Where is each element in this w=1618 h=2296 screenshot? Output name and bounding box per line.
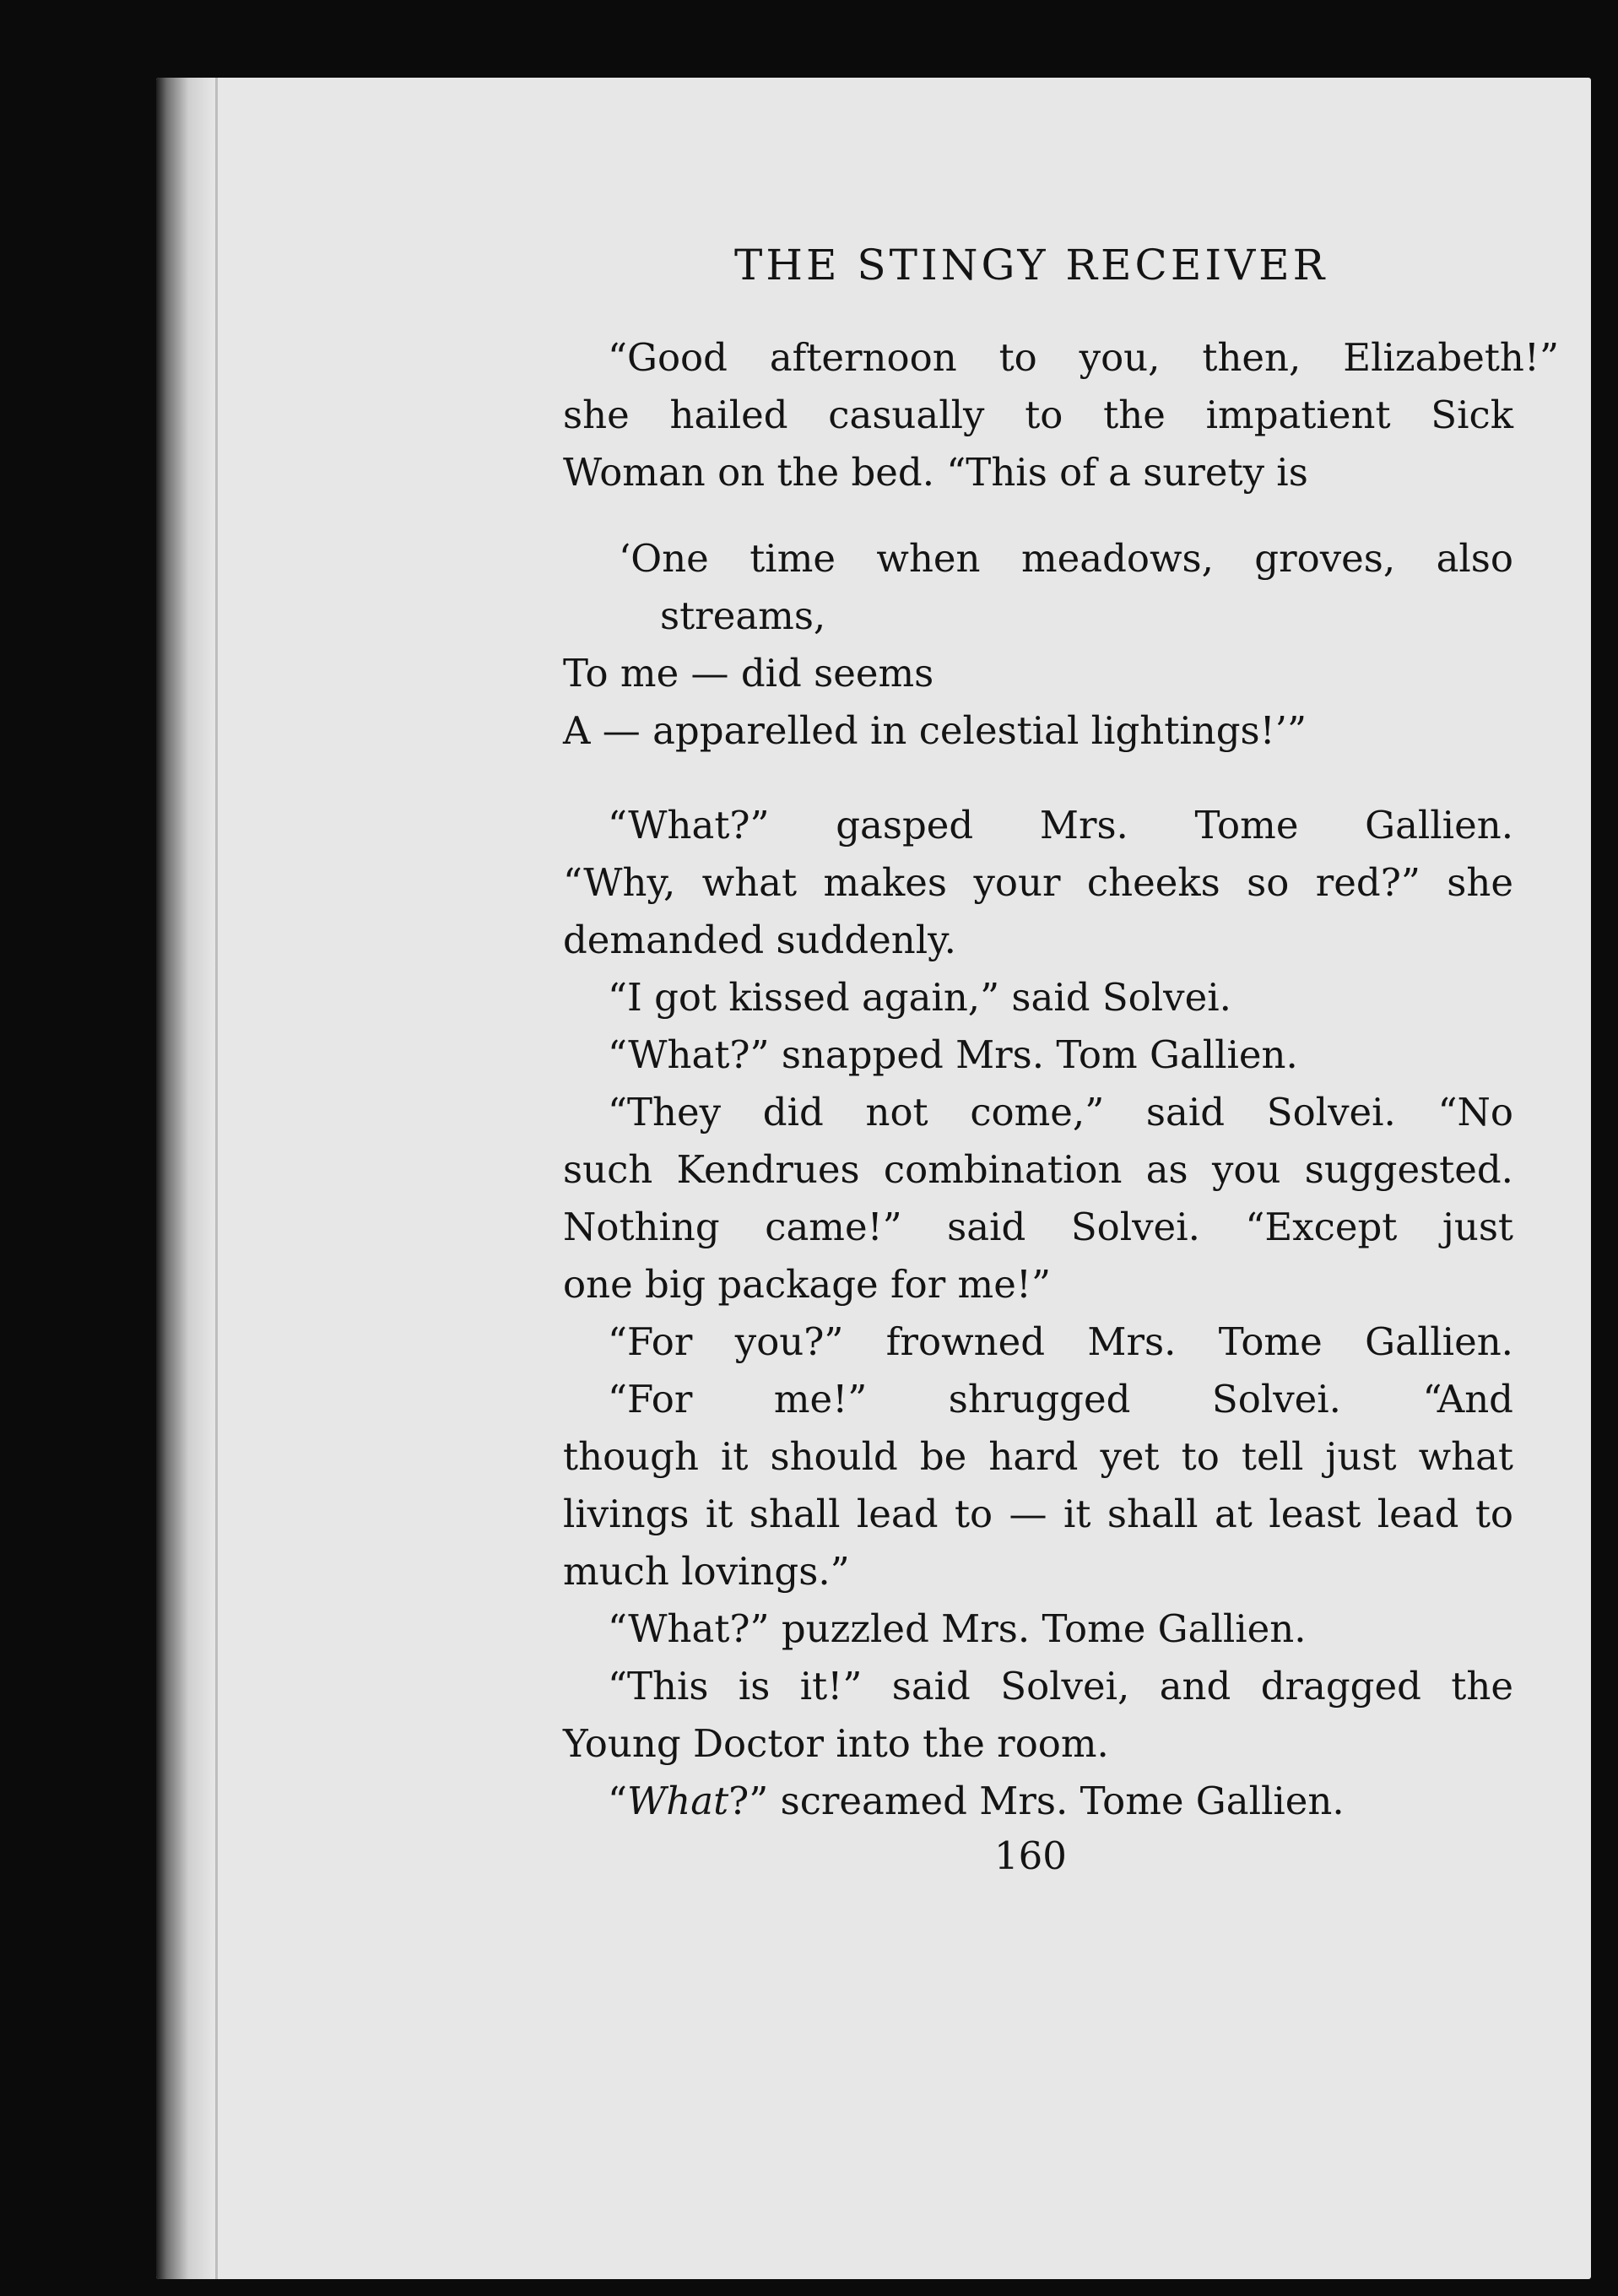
text-line-3: Woman on the bed. “This of a surety is <box>563 450 1308 495</box>
page-number: 160 <box>994 1833 1067 1878</box>
text-line-24: Young Doctor into the room. <box>563 1721 1109 1766</box>
text-line-18: “For me!” shrugged Solvei. “And <box>608 1377 1513 1421</box>
verse-line-2: To me — did seems <box>563 651 934 696</box>
open-quote: “ <box>608 1779 628 1823</box>
text-line-19: though it should be hard yet to tell just what <box>563 1434 1513 1479</box>
text-line-21: much lovings.” <box>563 1549 850 1594</box>
page-edge-shadow <box>156 78 215 2279</box>
text-line-23: “This is it!” said Solvei, and dragged the <box>608 1664 1513 1708</box>
text-line-22: “What?” puzzled Mrs. Tome Gallien. <box>608 1606 1307 1651</box>
text-line-8: “What?” gasped Mrs. Tome Gallien. <box>608 803 1513 847</box>
text-line-16: one big package for me!” <box>563 1262 1051 1307</box>
running-head: THE STINGY RECEIVER <box>734 241 1328 290</box>
text-line-20: livings it shall lead to — it shall at least lead to <box>563 1492 1513 1536</box>
text-line-17: “For you?” frowned Mrs. Tome Gallien. <box>608 1319 1513 1364</box>
text-line-13: “They did not come,” said Solvei. “No <box>608 1090 1513 1134</box>
verse-line-1-cont: streams, <box>660 593 826 638</box>
line-remainder: ?” screamed Mrs. Tome Gallien. <box>728 1779 1345 1823</box>
verse-line-1: ‘One time when meadows, groves, also <box>619 536 1513 581</box>
text-line-14: such Kendrues combination as you suggested. <box>563 1147 1513 1192</box>
text-line-10: demanded suddenly. <box>563 918 956 962</box>
text-line-2: she hailed casually to the impatient Sick <box>563 393 1513 437</box>
verse-line-3: A — apparelled in celestial lightings!’” <box>563 708 1307 753</box>
emphasized-word: What <box>627 1779 729 1823</box>
text-line-1: “Good afternoon to you, then, Elizabeth!” <box>608 335 1559 380</box>
text-line-9: “Why, what makes your cheeks so red?” she <box>563 860 1513 905</box>
text-line-12: “What?” snapped Mrs. Tom Gallien. <box>608 1032 1298 1077</box>
page-edge-line <box>215 78 218 2279</box>
text-line-25 <box>608 1773 1345 1830</box>
text-line-11: “I got kissed again,” said Solvei. <box>608 975 1231 1020</box>
text-line-15: Nothing came!” said Solvei. “Except just <box>563 1205 1513 1249</box>
